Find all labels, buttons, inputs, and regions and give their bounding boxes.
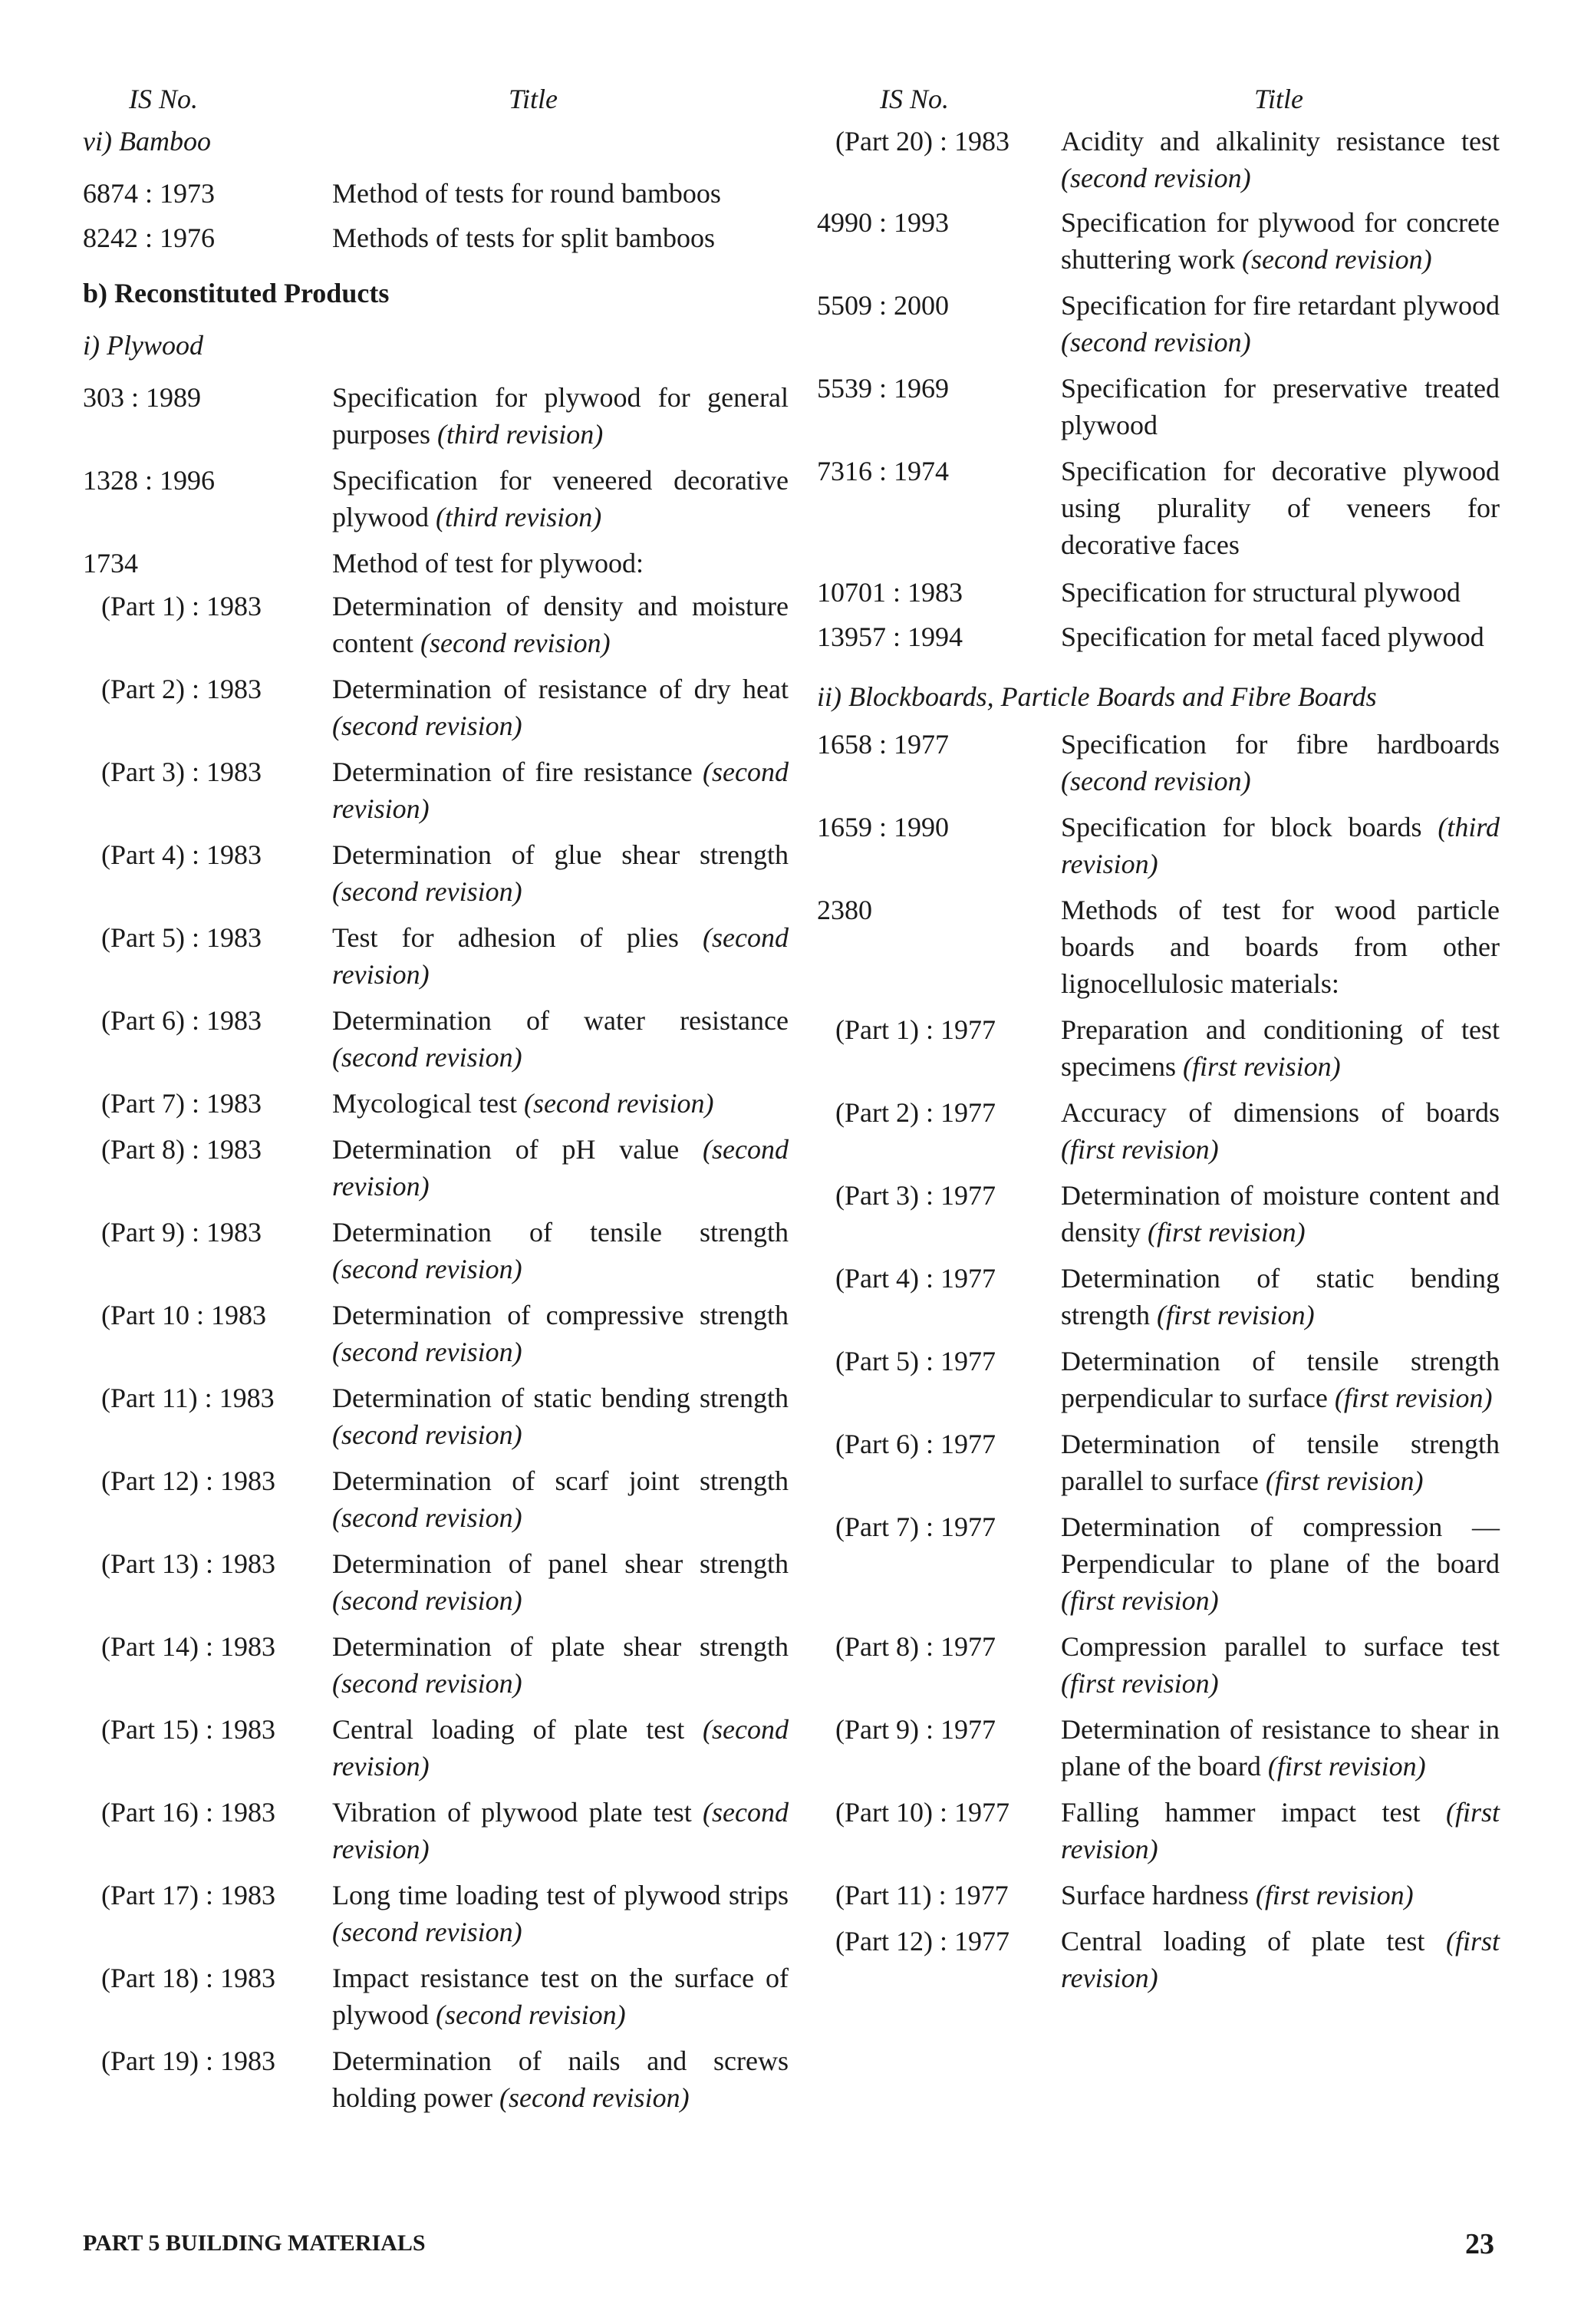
part-number: (Part 2) : 1983: [101, 674, 262, 704]
part-title: Determination of static bending strength (second revision): [332, 1383, 789, 1450]
part-number: (Part 11) : 1983: [101, 1383, 275, 1413]
column-header: [817, 83, 1500, 123]
part-entry: [83, 753, 789, 827]
part-number: (Part 5) : 1983: [101, 922, 262, 953]
part-title: Accuracy of dimensions of boards (first revision): [1061, 1097, 1500, 1165]
standard-title: Specification for plywood for concrete shuttering work (second revision): [1061, 207, 1500, 275]
part-entry: [817, 1343, 1500, 1416]
part-number: (Part 7) : 1977: [835, 1511, 996, 1542]
title-header: Title: [509, 84, 558, 114]
part-number: (Part 3) : 1977: [835, 1180, 996, 1211]
part-entry: [817, 1177, 1500, 1251]
part-title: Determination of static bending strength (first revision): [1061, 1263, 1500, 1330]
part-number: (Part 10 : 1983: [101, 1300, 266, 1330]
standard-entry: [817, 453, 1500, 563]
part-entry: [817, 1094, 1500, 1168]
standard-title: Methods of test for wood particle boards and boards from other lignocellulosic materials:: [1061, 895, 1500, 999]
part-title: Determination of scarf joint strength (second revision): [332, 1465, 789, 1533]
standard-title: Specification for fibre hardboards (second revision): [1061, 729, 1500, 796]
part-title: Long time loading test of plywood strips (second revision): [332, 1880, 789, 1947]
part-title: Central loading of plate test (second revision): [332, 1714, 789, 1782]
part-entry: [83, 1297, 789, 1370]
part-number: (Part 7) : 1983: [101, 1088, 262, 1119]
part-title: Preparation and conditioning of test specimens (first revision): [1061, 1014, 1500, 1082]
part-title: Determination of moisture content and density (first revision): [1061, 1180, 1500, 1248]
standard-title: Specification for block boards (third revision): [1061, 812, 1500, 879]
part-entry: [817, 1628, 1500, 1702]
standard-number: 13957 : 1994: [817, 621, 963, 652]
standard-entry: [817, 370, 1500, 443]
standard-entry: [817, 726, 1500, 799]
part-entry: [817, 1508, 1500, 1619]
part-number: (Part 4) : 1977: [835, 1263, 996, 1294]
part-number: (Part 12) : 1977: [835, 1926, 1009, 1956]
part-entry: [83, 1131, 789, 1205]
standard-title: Specification for fire retardant plywood (second revision): [1061, 290, 1500, 358]
title-header: Title: [1254, 84, 1304, 114]
part-number: (Part 17) : 1983: [101, 1880, 275, 1910]
standard-entry: [817, 618, 1500, 655]
standard-title: Method of tests for round bamboos: [332, 178, 721, 209]
part-number: (Part 10) : 1977: [835, 1797, 1009, 1828]
part-title: Determination of tensile strength (second revision): [332, 1217, 789, 1284]
part-entry: [83, 1380, 789, 1453]
standard-number: 4990 : 1993: [817, 207, 950, 238]
part-title: Determination of compressive strength (second revision): [332, 1300, 789, 1367]
part-number: (Part 18) : 1983: [101, 1963, 275, 1993]
part-title: Determination of compression — Perpendicular to plane of the board (first revision): [1061, 1511, 1500, 1616]
standard-entry: [83, 175, 789, 212]
standard-title: Method of test for plywood:: [332, 548, 644, 579]
section-heading-plywood: i) Plywood: [83, 330, 203, 361]
part-title: Compression parallel to surface test (first revision): [1061, 1631, 1500, 1699]
part-entry: [83, 1002, 789, 1076]
part-entry: [83, 588, 789, 661]
section-heading-bamboo: vi) Bamboo: [83, 126, 211, 157]
part-title: Determination of pH value (second revision): [332, 1134, 789, 1202]
standard-number: 7316 : 1974: [817, 456, 950, 486]
standard-number: 10701 : 1983: [817, 577, 963, 608]
standard-entry: [83, 545, 789, 582]
page-number: 23: [1465, 2228, 1494, 2260]
part-entry: [83, 671, 789, 744]
part-number: (Part 11) : 1977: [835, 1880, 1009, 1910]
part-entry: [83, 1711, 789, 1785]
standard-number: 1659 : 1990: [817, 812, 950, 842]
left-column: [83, 83, 789, 2116]
part-entry: [83, 1794, 789, 1867]
part-title: Determination of panel shear strength (second revision): [332, 1548, 789, 1616]
part-number: (Part 15) : 1983: [101, 1714, 275, 1745]
part-title: Determination of fire resistance (second revision): [332, 757, 789, 824]
part-number: (Part 6) : 1983: [101, 1005, 262, 1036]
standard-entry: [817, 287, 1500, 361]
standard-number: 1328 : 1996: [83, 465, 216, 496]
standard-entry: [83, 219, 789, 256]
part-number: (Part 3) : 1983: [101, 757, 262, 787]
part-number: (Part 8) : 1983: [101, 1134, 262, 1165]
part-entry: [83, 1545, 789, 1619]
section-heading-boards: ii) Blockboards, Particle Boards and Fibre Boards: [817, 681, 1377, 712]
part-number: (Part 16) : 1983: [101, 1797, 275, 1828]
part-title: Determination of tensile strength perpendicular to surface (first revision): [1061, 1346, 1500, 1413]
part-entry: [817, 1011, 1500, 1085]
part-entry: [817, 123, 1500, 196]
standard-title: Specification for veneered decorative plywood (third revision): [332, 465, 789, 532]
part-entry: [83, 919, 789, 993]
part-entry: [817, 1426, 1500, 1499]
part-title: Determination of tensile strength parallel to surface (first revision): [1061, 1429, 1500, 1496]
standard-title: Methods of tests for split bamboos: [332, 223, 715, 253]
part-title: Impact resistance test on the surface of plywood (second revision): [332, 1963, 789, 2030]
column-header: [83, 83, 789, 123]
part-number: (Part 12) : 1983: [101, 1465, 275, 1496]
part-title: Surface hardness (first revision): [1061, 1880, 1414, 1910]
right-column: [817, 83, 1500, 1996]
part-entry: [817, 1711, 1500, 1785]
part-number: (Part 6) : 1977: [835, 1429, 996, 1459]
part-number: (Part 9) : 1983: [101, 1217, 262, 1248]
part-entry: [817, 1794, 1500, 1867]
part-title: Determination of water resistance (second revision): [332, 1005, 789, 1073]
part-title: Falling hammer impact test (first revision): [1061, 1797, 1500, 1864]
part-entry: [817, 1923, 1500, 1996]
standard-number: 1658 : 1977: [817, 729, 950, 760]
standard-entry: [817, 809, 1500, 882]
part-entry: [83, 1462, 789, 1536]
standard-number: 6874 : 1973: [83, 178, 216, 209]
part-title: Vibration of plywood plate test (second revision): [332, 1797, 789, 1864]
section-heading-reconstituted: b) Reconstituted Products: [83, 278, 390, 308]
part-number: (Part 9) : 1977: [835, 1714, 996, 1745]
part-number: (Part 14) : 1983: [101, 1631, 275, 1662]
part-number: (Part 2) : 1977: [835, 1097, 996, 1128]
standard-number: 1734: [83, 548, 138, 579]
part-entry: [83, 2042, 789, 2116]
part-title: Test for adhesion of plies (second revision): [332, 922, 789, 990]
part-number: (Part 8) : 1977: [835, 1631, 996, 1662]
standard-entry: [83, 379, 789, 453]
standard-number: 5539 : 1969: [817, 373, 950, 404]
standard-number: 8242 : 1976: [83, 223, 216, 253]
part-title: Determination of nails and screws holding power (second revision): [332, 2045, 789, 2113]
part-entry: [83, 1960, 789, 2033]
standard-title: Specification for structural plywood: [1061, 577, 1461, 608]
part-entry: [83, 1085, 789, 1122]
part-number: (Part 1) : 1977: [835, 1014, 996, 1045]
part-title: Determination of plate shear strength (second revision): [332, 1631, 789, 1699]
standard-number: 5509 : 2000: [817, 290, 950, 321]
part-number: (Part 4) : 1983: [101, 839, 262, 870]
is-no-header: IS No.: [880, 84, 949, 114]
part-entry: [83, 836, 789, 910]
part-number: (Part 5) : 1977: [835, 1346, 996, 1376]
standard-number: 2380: [817, 895, 872, 925]
part-entry: [83, 1214, 789, 1287]
part-number: (Part 20) : 1983: [835, 126, 1009, 157]
page-footer: [83, 2227, 1494, 2266]
standard-title: Specification for metal faced plywood: [1061, 621, 1484, 652]
standard-entry: [817, 204, 1500, 278]
part-title: Central loading of plate test (first revision): [1061, 1926, 1500, 1993]
part-title: Determination of resistance of dry heat (second revision): [332, 674, 789, 741]
part-entry: [817, 1877, 1500, 1914]
part-title: Determination of density and moisture content (second revision): [332, 591, 789, 658]
part-number: (Part 19) : 1983: [101, 2045, 275, 2076]
part-title: Mycological test (second revision): [332, 1088, 714, 1119]
part-entry: [83, 1628, 789, 1702]
standard-title: Specification for plywood for general purposes (third revision): [332, 382, 789, 450]
part-title: Acidity and alkalinity resistance test (second revision): [1061, 126, 1500, 193]
part-entry: [83, 1877, 789, 1950]
is-no-header: IS No.: [129, 84, 198, 114]
standard-number: 303 : 1989: [83, 382, 202, 413]
standard-entry: [83, 462, 789, 536]
footer-section-title: PART 5 BUILDING MATERIALS: [83, 2230, 426, 2256]
standard-entry: [817, 892, 1500, 1002]
part-title: Determination of glue shear strength (second revision): [332, 839, 789, 907]
part-number: (Part 13) : 1983: [101, 1548, 275, 1579]
standard-title: Specification for decorative plywood using plurality of veneers for decorative faces: [1061, 456, 1500, 560]
standard-entry: [817, 574, 1500, 611]
part-title: Determination of resistance to shear in plane of the board (first revision): [1061, 1714, 1500, 1782]
part-number: (Part 1) : 1983: [101, 591, 262, 621]
standard-title: Specification for preservative treated plywood: [1061, 373, 1500, 440]
part-entry: [817, 1260, 1500, 1333]
